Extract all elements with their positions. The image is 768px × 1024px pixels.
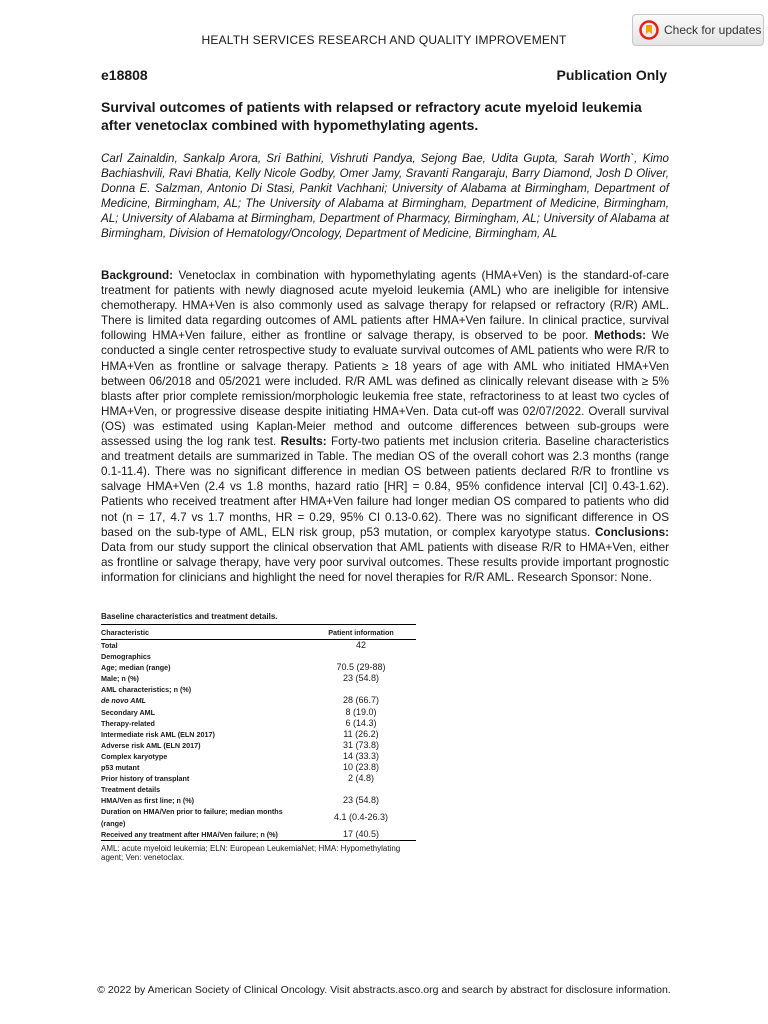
row-value: 10 (23.8): [342, 762, 380, 773]
check-for-updates-label: Check for updates: [664, 23, 762, 37]
row-label: Therapy-related: [101, 718, 155, 728]
methods-label: Methods:: [594, 329, 647, 343]
results-label: Results:: [280, 435, 327, 449]
row-value: 6 (14.3): [345, 717, 377, 728]
table-row: [101, 740, 416, 751]
copyright-footer: © 2022 by American Society of Clinical Oncology. Visit abstracts.asco.org and search by abstract for disclosure information.: [97, 984, 671, 996]
row-value: 14 (33.3): [342, 750, 380, 761]
row-value: 31 (73.8): [342, 739, 380, 750]
methods-text: We conducted a single center retrospective study to evaluate survival outcomes of AML patients who were R/R to HMA+Ven as frontline or salvage therapy. Patients ≥ 18 years of age with AML who initiated HMA+Ven between 06/2018 and 05/2021 were included. R/R AML was defined as clinically relevant disease with ≥ 5% blasts after prior complete remission/morphologic leukemia free state, refractoriness to at least two cycles of HMA+Ven, or progressive disease despite initiating HMA+Ven. Data cut-off was 02/07/2022. Overall survival (OS) was estimated using Kaplan-Meier method and outcome differences between sub-groups were assessed using the log rank test.: [101, 329, 669, 449]
table-row: [101, 762, 416, 773]
row-label: Intermediate risk AML (ELN 2017): [101, 729, 215, 739]
results-text: Forty-two patients met inclusion criteria. Baseline characteristics and treatment details are summarized in Table. The median OS of the overall cohort was 2.3 months (range 0.1-11.4). There was no significant difference in median OS between patients declared R/R to frontline vs salvage HMA+Ven (2.4 vs 1.8 months, hazard ratio [HR] = 0.84, 95% confidence interval [CI] 0.43-1.62). Patients who received treatment after HMA+Ven failure had longer median OS compared to patients who did not (n = 17, 4.7 vs 1.7 months, HR = 0.29, 95% CI 0.13-0.62). There was no significant difference in OS based on the sub-type of AML, ELN risk group, p53 mutation, or complex karyotype status.: [101, 435, 669, 539]
row-label: Total: [101, 641, 118, 650]
check-for-updates-icon: [639, 20, 659, 40]
row-value: 2 (4.8): [347, 773, 374, 784]
table-row: [101, 729, 416, 740]
running-head: HEALTH SERVICES RESEARCH AND QUALITY IMPROVEMENT: [201, 33, 567, 47]
conclusions-label: Conclusions:: [594, 525, 670, 539]
data-table: [101, 625, 416, 841]
row-value: 70.5 (29-88): [336, 662, 386, 673]
row-value: 4.1 (0.4-26.3): [333, 811, 389, 822]
table-row: [101, 806, 416, 828]
row-label: Age; median (range): [101, 663, 171, 673]
table-row: [101, 651, 416, 662]
table-row: [101, 662, 416, 673]
row-label: Complex karyotype: [101, 751, 168, 761]
table-row: [101, 829, 416, 841]
row-value: [306, 651, 416, 662]
row-value: 23 (54.8): [342, 795, 380, 806]
row-label: p53 mutant: [101, 763, 140, 773]
row-value: [306, 684, 416, 695]
row-label: Male; n (%): [101, 674, 139, 684]
publication-category: Publication Only: [556, 67, 667, 83]
table-row: [101, 784, 416, 795]
row-value: 17 (40.5): [306, 829, 416, 841]
table-row: [101, 707, 416, 718]
table-row: [101, 718, 416, 729]
row-value: 28 (66.7): [342, 695, 380, 706]
author-affiliations: Carl Zainaldin, Sankalp Arora, Sri Bathini, Vishruti Pandya, Sejong Bae, Udita Gupta, Sarah Worth`, Kimo Bachiashvili, Ravi Bhatia, Kelly Nicole Godby, Omer Jamy, Sravanti Rangaraju, Barry Diamond, Josh D Oliver, Donna E. Salzman, Antonio Di Stasi, Pankit Vachhani; University of Alabama at Birmingham, Department of Medicine, Birmingham, AL; The University of Alabama at Birmingham, Department of Medicine, Birmingham, AL; University of Alabama at Birmingham, Department of Pharmacy, Birmingham, AL; University of Alabama at Birmingham, Division of Hematology/Oncology, Department of Medicine, Birmingham, AL: [101, 152, 669, 240]
row-value: [306, 784, 416, 795]
row-value: 23 (54.8): [342, 673, 380, 684]
row-label: AML characteristics; n (%): [101, 685, 192, 695]
table-row: [101, 684, 416, 695]
table-row: [101, 673, 416, 684]
column-header-patient-information: Patient information: [306, 625, 416, 640]
abstract-body: [101, 268, 669, 585]
row-label: Received any treatment after HMA/Ven failure; n (%): [101, 829, 306, 841]
table-body: [101, 640, 416, 841]
row-value: 11 (26.2): [343, 728, 379, 739]
row-label: Adverse risk AML (ELN 2017): [101, 740, 201, 750]
column-header-characteristic: Characteristic: [101, 625, 306, 640]
table-row: [101, 640, 416, 652]
abstract-number: e18808: [101, 67, 148, 83]
table-footnote: AML: acute myeloid leukemia; ELN: European LeukemiaNet; HMA: Hypomethylating agent; Ven: venetoclax.: [101, 843, 401, 863]
row-label: Duration on HMA/Ven prior to failure; median months (range): [101, 807, 283, 828]
check-for-updates-button[interactable]: [632, 14, 764, 46]
table-row: [101, 795, 416, 806]
row-label: Secondary AML: [101, 707, 156, 717]
row-value: 42: [355, 640, 366, 650]
table-row: [101, 773, 416, 784]
table-row: [101, 751, 416, 762]
row-label: de novo AML: [101, 696, 146, 706]
background-label: Background:: [101, 269, 174, 282]
table-caption: Baseline characteristics and treatment details.: [101, 612, 416, 625]
background-text: Venetoclax in combination with hypomethylating agents (HMA+Ven) is the standard-of-care treatment for patients with newly diagnosed acute myeloid leukemia (AML) who are ineligible for intensive chemotherapy. HMA+Ven is also commonly used as salvage therapy for relapsed or refractory (R/R) AML. There is limited data regarding outcomes of AML patients after HMA+Ven failure. In clinical practice, survival following HMA+Ven failure, either as frontline or salvage therapy, is observed to be poor.: [101, 269, 669, 343]
row-label: Prior history of transplant: [101, 774, 190, 784]
table-row: [101, 695, 416, 706]
abstract-title: Survival outcomes of patients with relapsed or refractory acute myeloid leukemia after venetoclax combined with hypomethylating agents.: [101, 99, 642, 133]
row-label: Treatment details: [101, 785, 161, 795]
row-label: Demographics: [101, 652, 151, 662]
conclusions-text: Data from our study support the clinical observation that AML patients with disease R/R to HMA+Ven, either as frontline or salvage therapy, have very poor survival outcomes. These results provide important prognostic information for clinicians and highlight the need for novel therapies for R/R AML. Research Sponsor: None.: [101, 540, 669, 584]
row-label: HMA/Ven as first line; n (%): [101, 796, 195, 806]
row-value: 8 (19.0): [345, 706, 377, 717]
baseline-table: [101, 612, 416, 863]
